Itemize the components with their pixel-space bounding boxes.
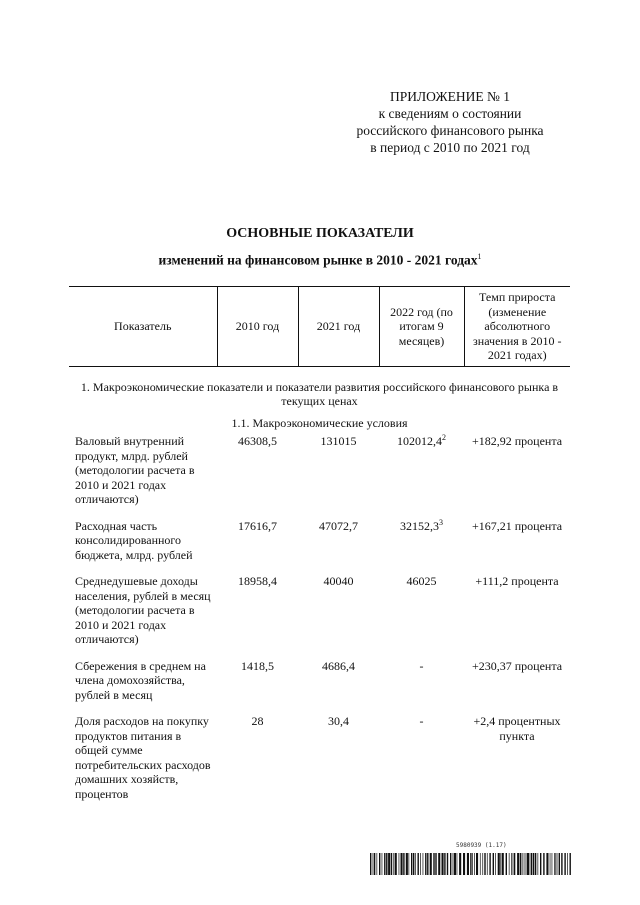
indicator-name: Расходная часть консолидированного бюджета, млрд. рублей	[75, 518, 193, 562]
header-growth: Темп прироста (изменение абсолютного значения в 2010 - 2021 годах)	[464, 287, 570, 367]
barcode-bar	[495, 853, 496, 875]
value-2022	[379, 574, 464, 659]
barcode-bar	[427, 853, 428, 875]
barcode-bar	[489, 853, 490, 875]
indicators-table	[69, 286, 570, 813]
appendix-line-2: к сведениям о состоянии	[378, 106, 522, 121]
barcode-bar	[540, 853, 541, 875]
appendix-line-3: российского финансового рынка	[356, 123, 544, 138]
barcode-bar	[457, 853, 458, 875]
growth-rate: +2,4 процентных пункта	[473, 714, 561, 743]
indicator-name: Сбережения в среднем на члена домохозяйства, рублей в месяц	[75, 658, 206, 702]
barcode-bar	[423, 853, 424, 875]
table-row	[69, 659, 570, 715]
barcode-bar	[391, 853, 392, 875]
value-2021: 40040	[323, 574, 354, 588]
barcode-bar	[564, 853, 565, 875]
barcode-bar	[454, 853, 456, 875]
barcode-bar	[513, 853, 514, 875]
barcode-bar	[552, 853, 553, 875]
footnote-mark: 2	[442, 433, 446, 442]
barcode-bar	[373, 853, 374, 875]
value-2021: 47072,7	[319, 518, 358, 533]
barcode-bar	[555, 853, 556, 875]
barcode-bar	[406, 853, 408, 875]
barcode-bar	[386, 853, 387, 875]
barcode-bar	[533, 853, 534, 875]
appendix-number: ПРИЛОЖЕНИЕ № 1	[389, 89, 511, 104]
value-2022-number: 32152,3	[400, 518, 439, 533]
growth-rate: +182,92 процента	[471, 434, 563, 448]
barcode-bar	[500, 853, 501, 875]
section-title: 1. Макроэкономические показатели и показатели развития российского финансового рынка в текущих ценах	[80, 379, 559, 408]
barcode-bar	[442, 853, 444, 875]
barcode-bar	[561, 853, 562, 875]
value-2022-number: 46025	[406, 574, 437, 588]
value-2022-number: 102012,4	[397, 434, 442, 448]
barcode-bar	[418, 853, 419, 875]
table-row	[69, 574, 570, 659]
barcode-bar	[384, 853, 385, 875]
header-2022: 2022 год (по итогам 9 месяцев)	[379, 287, 464, 367]
growth-rate: +167,21 процента	[471, 518, 563, 533]
barcode-bar	[438, 853, 440, 875]
barcode-bar	[567, 853, 568, 875]
barcode-bar	[522, 853, 523, 875]
indicator-name: Валовый внутренний продукт, млрд. рублей (методологии расчета в 2010 и 2021 годах отличаются)	[75, 434, 195, 506]
barcode-bar	[447, 853, 448, 875]
footnote-mark: 3	[439, 517, 443, 527]
appendix-header	[340, 88, 560, 156]
barcode-bar	[409, 853, 410, 875]
barcode-bar	[474, 853, 475, 875]
barcode-bar	[527, 853, 529, 875]
document-subtitle	[0, 252, 640, 269]
barcode-bar	[433, 853, 434, 875]
subtitle-footnote-mark: 1	[477, 252, 482, 261]
barcode-bar	[377, 853, 378, 875]
barcode-bar	[514, 853, 515, 875]
value-2021: 30,4	[328, 714, 349, 728]
barcode-bar	[543, 853, 544, 875]
barcode-bar	[476, 853, 478, 875]
barcode-bar	[480, 853, 481, 875]
barcode-bar	[379, 853, 380, 875]
value-2010: 46308,5	[238, 434, 277, 448]
barcode-bar	[493, 853, 494, 875]
section-row	[69, 366, 570, 416]
barcode-bar	[472, 853, 473, 875]
growth-rate: +230,37 процента	[471, 658, 563, 673]
barcode-bar	[530, 853, 531, 875]
value-2022-number: -	[419, 714, 424, 728]
barcode-bar	[520, 853, 521, 875]
barcode-bar	[546, 853, 548, 875]
barcode-bar	[470, 853, 471, 875]
barcode-bar	[374, 853, 375, 875]
value-2022	[379, 519, 464, 575]
barcode-bar	[399, 853, 400, 875]
barcode-bar	[554, 853, 555, 875]
barcode-bar	[498, 853, 500, 875]
growth-rate: +111,2 процента	[475, 574, 559, 588]
value-2022	[379, 659, 464, 715]
barcode-bar	[506, 853, 507, 875]
table-row	[69, 434, 570, 519]
barcode-bar	[467, 853, 469, 875]
barcode-bar	[459, 853, 461, 875]
barcode-bar	[382, 853, 383, 875]
barcode-bar	[393, 853, 394, 875]
barcode-bar	[570, 853, 571, 875]
barcode-bar	[482, 853, 483, 875]
header-2021: 2021 год	[298, 287, 379, 367]
barcode-bar	[436, 853, 437, 875]
value-2010: 18958,4	[238, 574, 277, 588]
subsection-title: 1.1. Макроэкономические условия	[231, 415, 408, 430]
header-2010: 2010 год	[217, 287, 298, 367]
barcode-bar	[403, 853, 404, 875]
value-2010: 28	[251, 714, 264, 728]
barcode-bar	[444, 853, 445, 875]
barcode-image	[370, 853, 572, 875]
value-2022	[379, 434, 464, 519]
barcode-bar	[509, 853, 510, 875]
subtitle-text: изменений на финансовом рынке в 2010 - 2021 годах	[158, 252, 478, 268]
barcode-bar	[502, 853, 504, 875]
header-indicator: Показатель	[69, 287, 217, 367]
document-title: ОСНОВНЫЕ ПОКАЗАТЕЛИ	[226, 226, 414, 241]
barcode-bar	[487, 853, 488, 875]
barcode-bar	[535, 853, 536, 875]
barcode-bar	[388, 853, 390, 875]
value-2010: 17616,7	[238, 518, 277, 533]
barcode-bar	[550, 853, 551, 875]
barcode-bar	[524, 853, 525, 875]
value-2021: 131015	[320, 434, 357, 448]
barcode-bar	[557, 853, 558, 875]
barcode-bar	[517, 853, 519, 875]
barcode-bar	[413, 853, 414, 875]
barcode-bar	[434, 853, 435, 875]
barcode-bar	[415, 853, 416, 875]
subsection-row	[69, 416, 570, 435]
barcode-bar	[420, 853, 421, 875]
barcode-bar	[484, 853, 485, 875]
indicator-name: Доля расходов на покупку продуктов питания в общей сумме потребительских расходов домашних хозяйств, процентов	[75, 714, 211, 801]
barcode-bar	[531, 853, 532, 875]
barcode-bar	[538, 853, 539, 875]
value-2022	[379, 714, 464, 813]
barcode-bar	[526, 853, 527, 875]
barcode-bar	[511, 853, 512, 875]
value-2022-number: -	[419, 658, 424, 673]
barcode-bar	[395, 853, 397, 875]
barcode-label: 5980939 (1.17)	[456, 842, 507, 849]
indicator-name: Среднедушевые доходы населения, рублей в месяц (методологии расчета в 2010 и 2021 годах отличаются)	[75, 574, 211, 646]
barcode-bar	[559, 853, 560, 875]
table-row	[69, 714, 570, 813]
appendix-line-4: в период с 2010 по 2021 год	[370, 140, 530, 155]
table-row	[69, 519, 570, 575]
table-header-row	[69, 287, 570, 367]
value-2010: 1418,5	[241, 658, 274, 673]
barcode-bar	[430, 853, 432, 875]
value-2021: 4686,4	[322, 658, 355, 673]
barcode-bar	[450, 853, 451, 875]
barcode-bar	[453, 853, 454, 875]
barcode-bar	[401, 853, 403, 875]
barcode-bar	[370, 853, 371, 875]
barcode-bar	[463, 853, 465, 875]
barcode-bar	[425, 853, 426, 875]
barcode-bar	[411, 853, 412, 875]
